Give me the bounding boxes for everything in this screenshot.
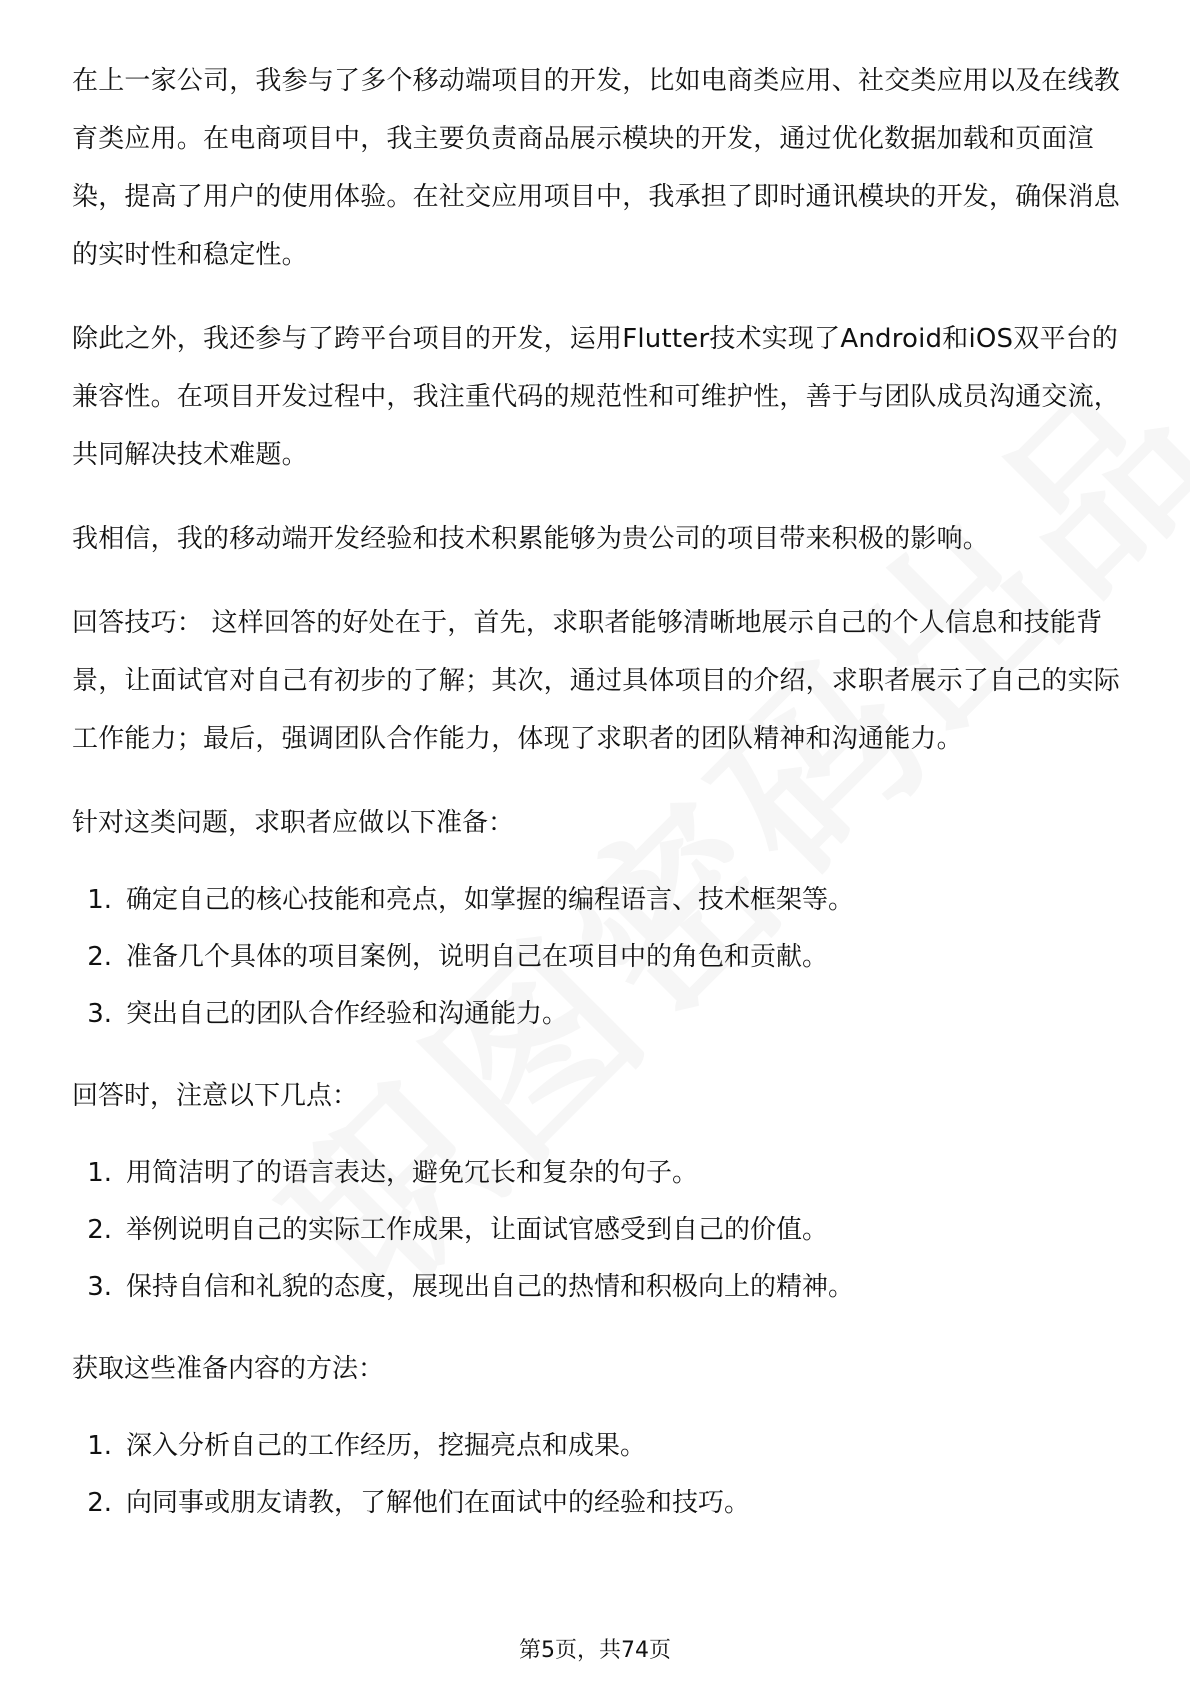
methods-heading: 获取这些准备内容的方法： xyxy=(72,1354,385,1384)
paragraph-answer-tips: 回答技巧： 这样回答的好处在于，首先，求职者能够清晰地展示自己的个人信息和技能背景，让面试官对自己有初步的了解；其次，通过具体项目的介绍，求职者展示了自己的实际工作能力；最后，强调团队合作能力，体现了求职者的团队精神和沟通能力。 xyxy=(72,608,1121,754)
list-number: 2. xyxy=(87,1215,112,1245)
paragraph-conclusion: 我相信，我的移动端开发经验和技术积累能够为贵公司的项目带来积极的影响。 xyxy=(72,524,990,554)
paragraph-experience: 在上一家公司，我参与了多个移动端项目的开发，比如电商类应用、社交类应用以及在线教育类应用。在电商项目中，我主要负责商品展示模块的开发，通过优化数据加载和页面渲染，提高了用户的使用体验。在社交应用项目中，我承担了即时通讯模块的开发，确保消息的实时性和稳定性。 xyxy=(72,66,1121,270)
page-number-footer: 第5页，共74页 xyxy=(519,1638,671,1663)
list-number: 1. xyxy=(87,885,112,915)
notes-list xyxy=(72,1145,1122,1316)
list-number: 2. xyxy=(87,1488,112,1518)
list-item xyxy=(72,986,1122,1043)
list-text: 举例说明自己的实际工作成果，让面试官感受到自己的价值。 xyxy=(126,1215,829,1245)
list-text: 突出自己的团队合作经验和沟通能力。 xyxy=(126,999,569,1029)
prep-list xyxy=(72,872,1122,1043)
list-text: 用简洁明了的语言表达，避免冗长和复杂的句子。 xyxy=(126,1158,699,1188)
list-item xyxy=(72,1259,1122,1316)
list-item xyxy=(72,1418,1122,1475)
list-text: 确定自己的核心技能和亮点，如掌握的编程语言、技术框架等。 xyxy=(126,885,855,915)
list-item xyxy=(72,1475,1122,1532)
list-item xyxy=(72,929,1122,986)
list-text: 保持自信和礼貌的态度，展现出自己的热情和积极向上的精神。 xyxy=(126,1272,855,1302)
list-text: 深入分析自己的工作经历，挖掘亮点和成果。 xyxy=(126,1431,647,1461)
list-number: 1. xyxy=(87,1158,112,1188)
list-number: 1. xyxy=(87,1431,112,1461)
prep-heading: 针对这类问题，求职者应做以下准备： xyxy=(72,808,515,838)
list-number: 3. xyxy=(87,999,112,1029)
list-item xyxy=(72,1145,1122,1202)
list-item xyxy=(72,872,1122,929)
paragraph-cross-platform: 除此之外，我还参与了跨平台项目的开发，运用Flutter技术实现了Android和iOS双平台的兼容性。在项目开发过程中，我注重代码的规范性和可维护性，善于与团队成员沟通交流，共同解决技术难题。 xyxy=(72,324,1121,470)
list-text: 准备几个具体的项目案例，说明自己在项目中的角色和贡献。 xyxy=(126,942,829,972)
notes-heading: 回答时，注意以下几点： xyxy=(72,1081,359,1111)
page-content xyxy=(72,52,1122,1556)
list-number: 2. xyxy=(87,942,112,972)
list-number: 3. xyxy=(87,1272,112,1302)
list-item xyxy=(72,1202,1122,1259)
list-text: 向同事或朋友请教，了解他们在面试中的经验和技巧。 xyxy=(126,1488,751,1518)
methods-list xyxy=(72,1418,1122,1532)
